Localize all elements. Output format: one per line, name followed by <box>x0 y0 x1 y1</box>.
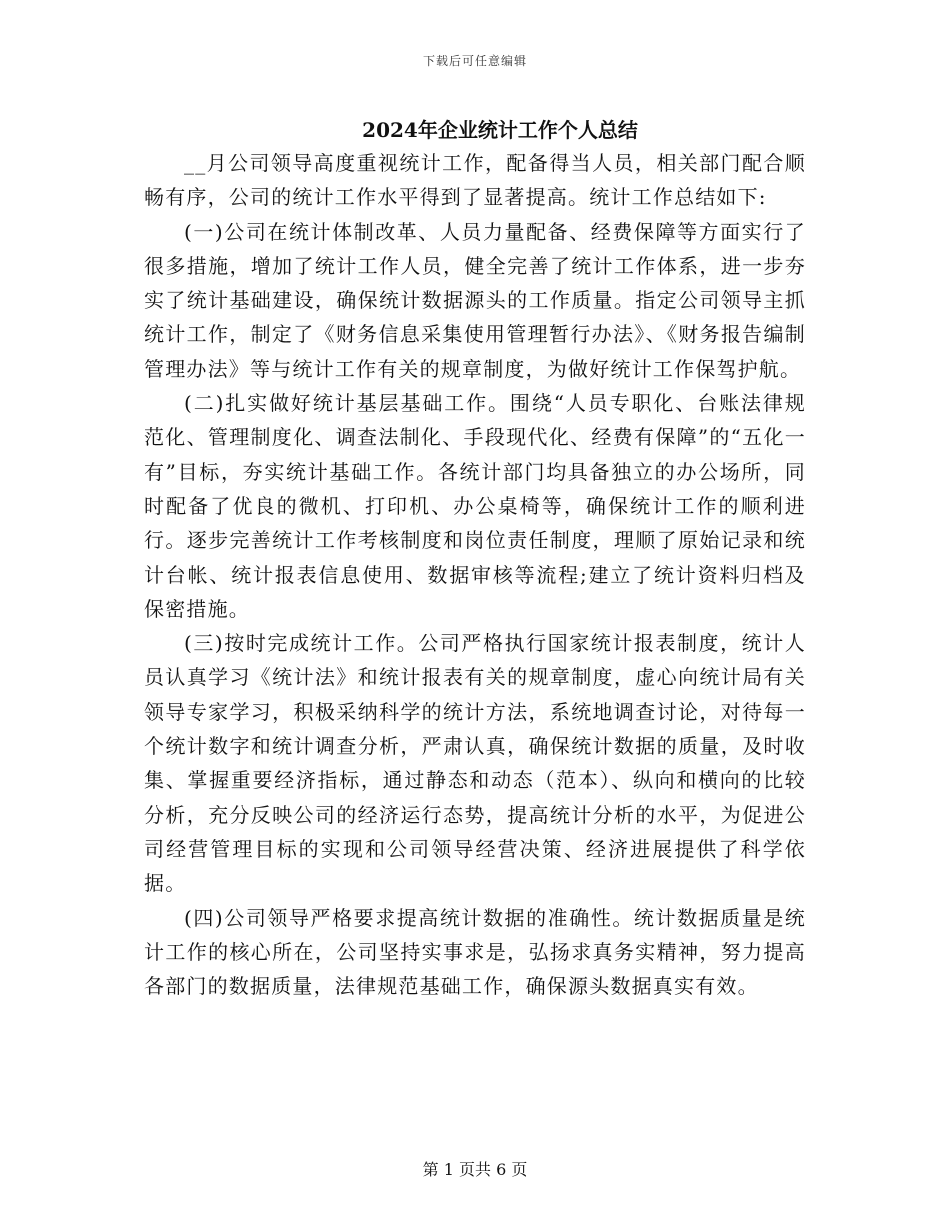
paragraph-section-3: (三)按时完成统计工作。公司严格执行国家统计报表制度，统计人员认真学习《统计法》和统计报表有关的规章制度，虚心向统计局有关领导专家学习，积极采纳科学的统计方法，系统地调查讨论，对待每一个统计数字和统计调查分析，严肃认真，确保统计数据的质量，及时收集、掌握重要经济指标，通过静态和动态（范本）、纵向和横向的比较分析，充分反映公司的经济运行态势，提高统计分析的水平，为促进公司经营管理目标的实现和公司领导经营决策、经济进展提供了科学依据。 <box>144 631 806 896</box>
page-header-note: 下载后可任意编辑 <box>422 54 527 68</box>
paragraph-section-4: (四)公司领导严格要求提高统计数据的准确性。统计数据质量是统计工作的核心所在，公司坚持实事求是，弘扬求真务实精神，努力提高各部门的数据质量，法律规范基础工作，确保源头数据真实有效。 <box>144 905 806 999</box>
paragraph-section-2: (二)扎实做好统计基层基础工作。围绕“人员专职化、台账法律规范化、管理制度化、调查法制化、手段现代化、经费有保障”的“五化一有”目标，夯实统计基础工作。各统计部门均具备独立的办公场所，同时配备了优良的微机、打印机、办公桌椅等，确保统计工作的顺利进行。逐步完善统计工作考核制度和岗位责任制度，理顺了原始记录和统计台帐、统计报表信息使用、数据审核等流程;建立了统计资料归档及保密措施。 <box>144 391 806 621</box>
paragraph-intro: __月公司领导高度重视统计工作，配备得当人员，相关部门配合顺畅有序，公司的统计工作水平得到了显著提高。统计工作总结如下: <box>144 151 806 210</box>
page-number: 第 1 页共 6 页 <box>422 1160 528 1179</box>
document-title: 2024年企业统计工作个人总结 <box>362 118 638 142</box>
paragraph-section-1: (一)公司在统计体制改革、人员力量配备、经费保障等方面实行了很多措施，增加了统计工作人员，健全完善了统计工作体系，进一步夯实了统计基础建设，确保统计数据源头的工作质量。指定公司领导主抓统计工作，制定了《财务信息采集使用管理暂行办法》、《财务报告编制管理办法》等与统计工作有关的规章制度，为做好统计工作保驾护航。 <box>144 219 806 381</box>
document-body <box>144 146 806 1003</box>
